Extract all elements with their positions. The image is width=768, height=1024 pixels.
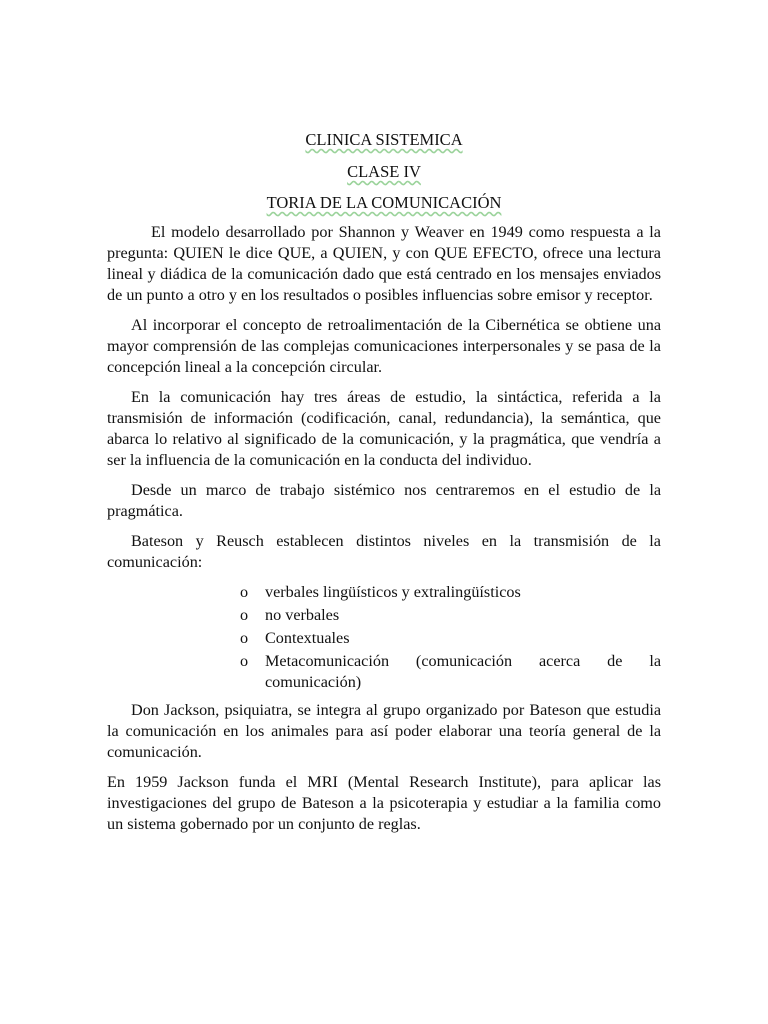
paragraph-mri: En 1959 Jackson funda el MRI (Mental Research Institute), para aplicar las investigaciones del grupo de Bateson a la psicoterapia y estudiar a la familia como un sistema gobernado por un conjunto de reglas.: [107, 773, 661, 833]
paragraph-study-areas: En la comunicación hay tres áreas de estudio, la sintáctica, referida a la transmisión de información (codificación, canal, redundancia), la semántica, que abarca lo relativo al significado de la comunicación, y la pragmática, que vendría a ser la influencia de la comunicación en la conducta del individuo.: [107, 388, 661, 469]
list-item: [240, 651, 661, 693]
list-item: [240, 605, 661, 626]
document-body: [107, 222, 661, 844]
paragraph-shannon-weaver: El modelo desarrollado por Shannon y Weaver en 1949 como respuesta a la pregunta: QUIEN le dice QUE, a QUIEN, y con QUE EFECTO, ofrece una lectura lineal y diádica de la comunicación dado que está centrado en los mensajes enviados de un punto a otro y en los resultados o posibles influencias sobre emisor y receptor.: [107, 223, 661, 304]
list-item-text: verbales lingüísticos y extralingüísticos: [265, 583, 521, 601]
paragraph-pragmatics: Desde un marco de trabajo sistémico nos centraremos en el estudio de la pragmática.: [107, 481, 661, 520]
paragraph-bateson-reusch: Bateson y Reusch establecen distintos niveles en la transmisión de la comunicación:: [107, 532, 661, 571]
list-item: [240, 582, 661, 603]
list-item-text: Metacomunicación (comunicación acerca de la comunicación): [265, 652, 661, 691]
paragraph-don-jackson: Don Jackson, psiquiatra, se integra al grupo organizado por Bateson que estudia la comunicación en los animales para así poder elaborar una teoría general de la comunicación.: [107, 701, 661, 761]
class-heading: CLASE IV: [347, 162, 421, 181]
list-item-text: no verbales: [265, 606, 340, 624]
list-item-text: Contextuales: [265, 629, 350, 647]
paragraph-cybernetics: Al incorporar el concepto de retroalimentación de la Cibernética se obtiene una mayor comprensión de las complejas comunicaciones interpersonales y se pasa de la concepción lineal a la concepción circular.: [107, 316, 661, 376]
topic-heading: TORIA DE LA COMUNICACIÓN: [266, 193, 502, 212]
bullet-icon: o: [240, 652, 249, 670]
bullet-icon: o: [240, 629, 249, 647]
bullet-icon: o: [240, 606, 249, 624]
bullet-icon: o: [240, 583, 249, 601]
communication-levels-list: [107, 582, 661, 693]
list-item: [240, 628, 661, 649]
document-title: CLINICA SISTEMICA: [305, 130, 463, 149]
